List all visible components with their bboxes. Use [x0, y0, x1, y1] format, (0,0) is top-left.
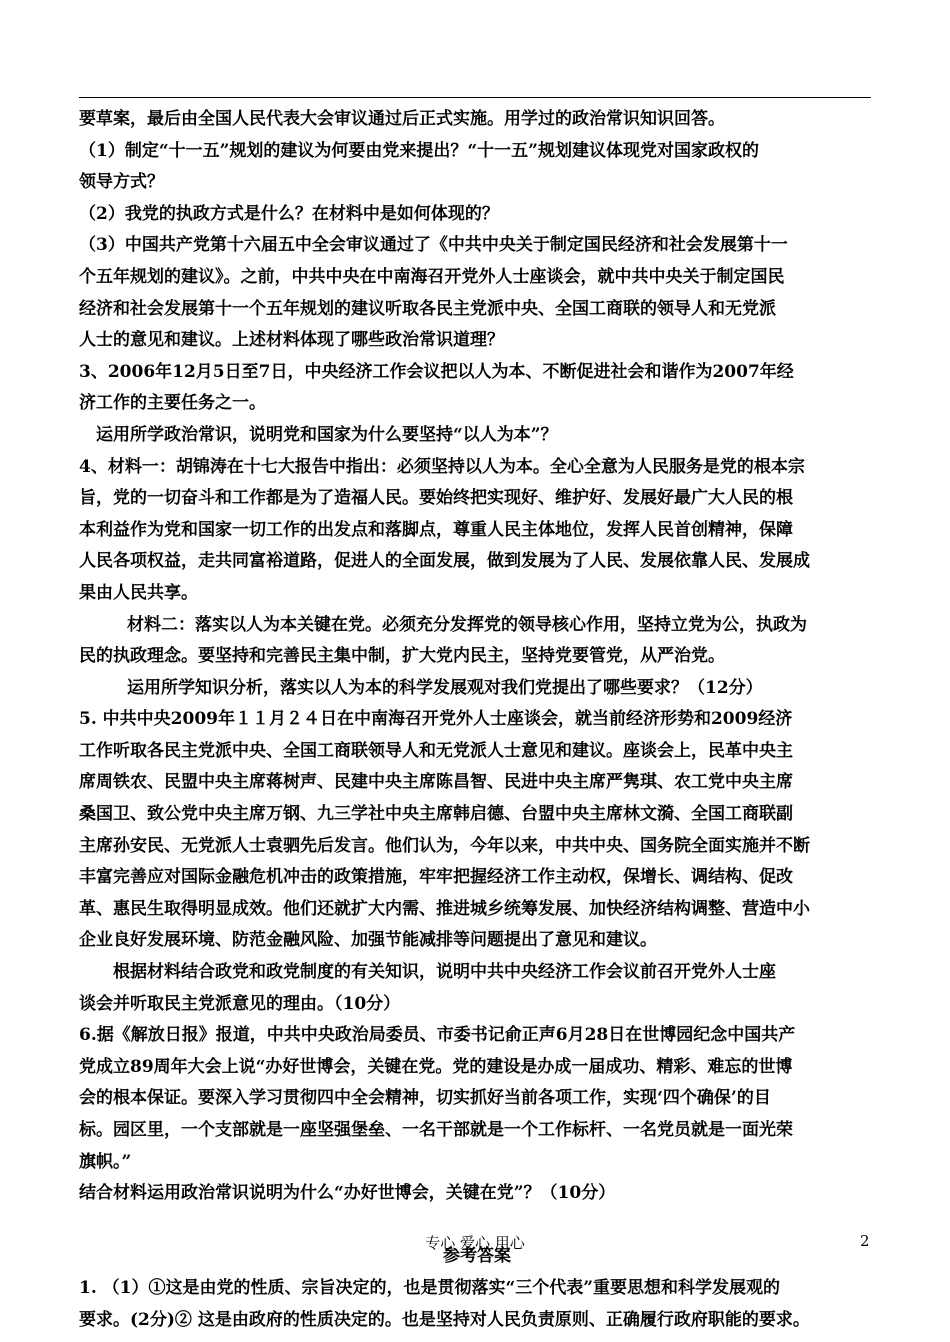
text-line: 主席孙安民、无党派人士袁驷先后发言。他们认为，今年以来，中共中央、国务院全面实施并不断	[79, 835, 810, 856]
text-line: 会的根本保证。要深入学习贯彻四中全会精神，切实抓好当前各项工作，实现‘四个确保’的目	[79, 1088, 771, 1109]
text-line: （1）制定“十一五”规划的建议为何要由党来提出？“十一五”规划建议体现党对国家政权的	[79, 140, 759, 161]
text-line: 3、2006年12月5日至7日，中央经济工作会议把以人为本、不断促进社会和谐作为2007年经	[79, 361, 794, 382]
text-line: 个五年规划的建议》。之前，中共中央在中南海召开党外人士座谈会，就中共中央关于制定国民	[79, 266, 785, 287]
text-line: 旨，党的一切奋斗和工作都是为了造福人民。要始终把实现好、维护好、发展好最广大人民的根	[79, 488, 793, 509]
text-line: （2）我党的执政方式是什么？在材料中是如何体现的？	[79, 203, 499, 224]
answer-line: 1. （1）①这是由党的性质、宗旨决定的，也是贯彻落实“三个代表”重要思想和科学发展观的	[79, 1277, 781, 1298]
page-number: 2	[860, 1232, 870, 1250]
text-line: 席周铁农、民盟中央主席蒋树声、民建中央主席陈昌智、民进中央主席严隽琪、农工党中央主席	[79, 772, 793, 793]
text-line: 运用所学政治常识，说明党和国家为什么要坚持“以人为本”？	[96, 424, 558, 445]
text-line: 企业良好发展环境、防范金融风险、加强节能减排等问题提出了意见和建议。	[79, 930, 657, 951]
text-line: 济工作的主要任务之一。	[79, 393, 266, 414]
text-line: 标。园区里，一个支部就是一座坚强堡垒、一名干部就是一个工作标杆、一名党员就是一面光荣	[79, 1120, 793, 1140]
text-line: 人士的意见和建议。上述材料体现了哪些政治常识道理？	[79, 330, 504, 351]
text-line: 经济和社会发展第十一个五年规划的建议听取各民主党派中央、全国工商联的领导人和无党派	[79, 298, 776, 319]
text-line: 材料二：落实以人为本关键在党。必须充分发挥党的领导核心作用，坚持立党为公，执政为	[127, 614, 807, 635]
text-line: 旗帜。”	[79, 1151, 132, 1172]
text-line: 党成立89周年大会上说“办好世博会，关键在党。党的建设是办成一届成功、精彩、难忘的世博	[79, 1056, 793, 1077]
text-line: （3）中国共产党第十六届五中全会审议通过了《中共中央关于制定国民经济和社会发展第十一	[79, 235, 788, 256]
text-line: 领导方式？	[79, 172, 164, 193]
header-rule	[79, 97, 871, 98]
text-line: 6.据《解放日报》报道，中共中央政治局委员、市委书记俞正声6月28日在世博园纪念中国共产	[79, 1025, 796, 1046]
text-line: 4、材料一：胡锦涛在十七大报告中指出：必须坚持以人为本。全心全意为人民服务是党的根本宗	[79, 456, 805, 477]
text-line: 谈会并听取民主党派意见的理由。（10分）	[79, 993, 401, 1014]
text-line: 5. 中共中央2009年１１月２４日在中南海召开党外人士座谈会，就当前经济形势和2009经济	[79, 709, 793, 730]
text-line: 本利益作为党和国家一切工作的出发点和落脚点，尊重人民主体地位，发挥人民首创精神，保障	[79, 519, 793, 540]
text-line: 要草案，最后由全国人民代表大会审议通过后正式实施。用学过的政治常识知识回答。	[79, 109, 725, 129]
document-body	[79, 104, 875, 1336]
answer-line: 要求。(2分)② 这是由政府的性质决定的。也是坚持对人民负责原则、正确履行政府职能的要求。	[79, 1309, 810, 1330]
text-line: 民的执政理念。要坚持和完善民主集中制，扩大党内民主，坚持党要管党，从严治党。	[79, 646, 725, 667]
text-line: 工作听取各民主党派中央、全国工商联领导人和无党派人士意见和建议。座谈会上，民革中央主	[79, 740, 793, 761]
text-line: 革、惠民生取得明显成效。他们还就扩大内需、推进城乡统筹发展、加快经济结构调整、营造中小	[79, 898, 810, 919]
text-line: 果由人民共享。	[79, 582, 198, 603]
answer-heading: 参考答案	[443, 1246, 511, 1267]
text-line: 结合材料运用政治常识说明为什么“办好世博会，关键在党”？（10分）	[79, 1183, 616, 1204]
text-line: 丰富完善应对国际金融危机冲击的政策措施，牢牢把握经济工作主动权，保增长、调结构、促改	[79, 867, 793, 888]
text-line: 运用所学知识分析，落实以人为本的科学发展观对我们党提出了哪些要求？（12分）	[127, 677, 763, 698]
text-line: 桑国卫、致公党中央主席万钢、九三学社中央主席韩启德、台盟中央主席林文漪、全国工商联副	[79, 804, 793, 825]
text-line: 人民各项权益，走共同富裕道路，促进人的全面发展，做到发展为了人民、发展依靠人民、发展成	[79, 551, 810, 572]
page-footer: 专心 爱心 用心	[425, 1234, 525, 1252]
text-line: 根据材料结合政党和政党制度的有关知识，说明中共中央经济工作会议前召开党外人士座	[113, 962, 776, 983]
